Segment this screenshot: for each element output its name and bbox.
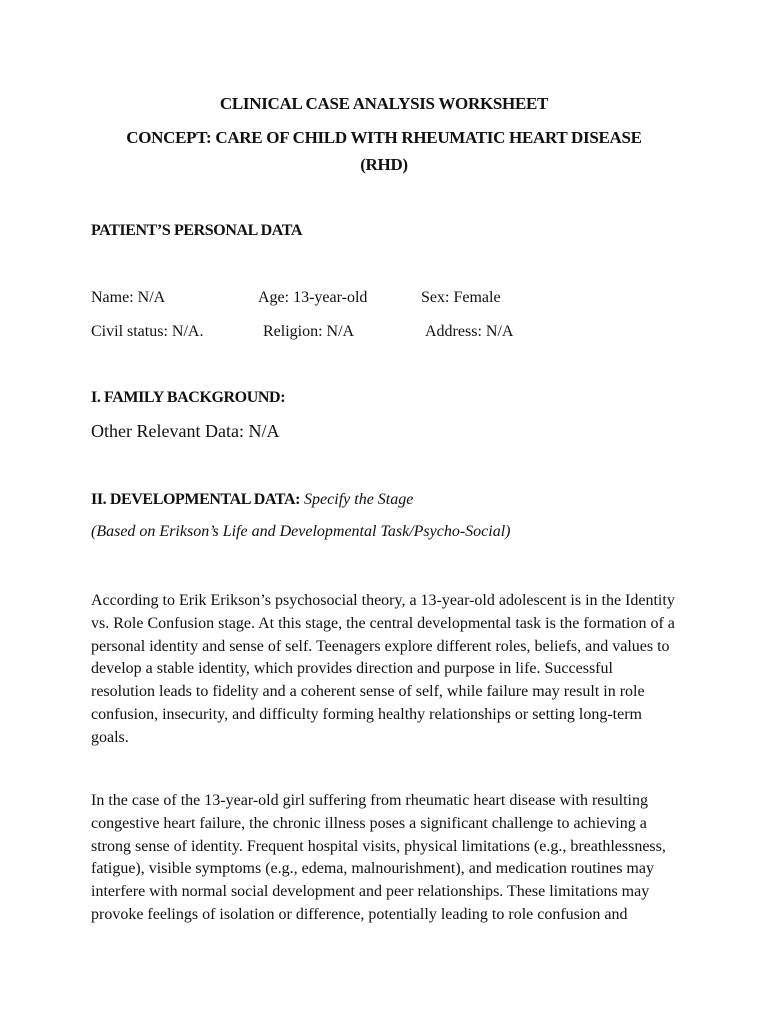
paragraph-line: confusion, insecurity, and difficulty forming healthy relationships or setting long-term — [91, 705, 642, 723]
paragraph-line: provoke feelings of isolation or difference, potentially leading to role confusion and — [91, 905, 628, 923]
paragraph-case-application — [91, 790, 691, 927]
name-field: Name: N/A — [91, 289, 166, 306]
personal-data-heading: PATIENT’S PERSONAL DATA — [91, 222, 302, 239]
paragraph-line: strong sense of identity. Frequent hospital visits, physical limitations (e.g., breathlessness, — [91, 837, 666, 855]
paragraph-line: In the case of the 13-year-old girl suffering from rheumatic heart disease with resulting — [91, 792, 648, 809]
paragraph-line: According to Erik Erikson’s psychosocial theory, a 13-year-old adolescent is in the Identity — [91, 592, 675, 609]
paragraph-line: develop a stable identity, which provides direction and purpose in life. Successful — [91, 660, 613, 678]
address-field: Address: N/A — [425, 323, 514, 340]
worksheet-title: CLINICAL CASE ANALYSIS WORKSHEET — [219, 94, 549, 113]
concept-title-line2: (RHD) — [360, 155, 408, 174]
sex-field: Sex: Female — [421, 289, 501, 306]
developmental-subnote: (Based on Erikson’s Life and Developmental Task/Psycho-Social) — [91, 523, 511, 540]
religion-field: Religion: N/A — [263, 323, 355, 340]
paragraph-line: congestive heart failure, the chronic illness poses a significant challenge to achieving a — [91, 814, 647, 832]
developmental-heading-line — [91, 491, 413, 509]
paragraph-line: fatigue), visible symptoms (e.g., edema, malnourishment), and medication routines may — [91, 860, 654, 878]
paragraph-line: personal identity and sense of self. Teenagers explore different roles, beliefs, and values to — [91, 637, 670, 655]
civil-status-field: Civil status: N/A. — [91, 323, 204, 340]
paragraph-erikson-theory — [91, 590, 691, 750]
other-relevant-data: Other Relevant Data: N/A — [91, 421, 280, 441]
paragraph-line: resolution leads to fidelity and a coherent sense of self, while failure may result in role — [91, 683, 645, 701]
family-background-heading: I. FAMILY BACKGROUND: — [91, 389, 286, 406]
concept-title-line1: CONCEPT: CARE OF CHILD WITH RHEUMATIC HEART DISEASE — [126, 128, 642, 147]
developmental-heading: II. DEVELOPMENTAL DATA: — [91, 491, 301, 508]
developmental-heading-note: Specify the Stage — [304, 491, 414, 508]
paragraph-line: interfere with normal social development and peer relationships. These limitations may — [91, 883, 650, 901]
paragraph-line: vs. Role Confusion stage. At this stage, the central developmental task is the formation of a — [91, 614, 675, 632]
age-field: Age: 13-year-old — [258, 289, 368, 306]
paragraph-line: goals. — [91, 728, 129, 746]
